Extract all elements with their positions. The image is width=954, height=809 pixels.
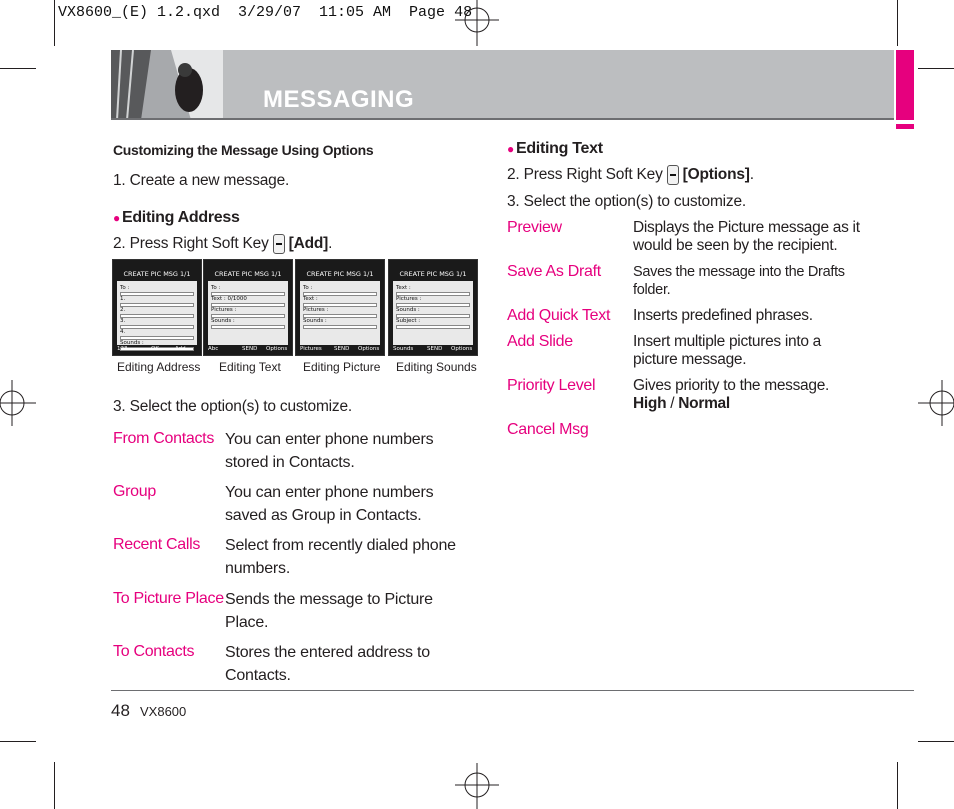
option-desc-line: Select from recently dialed phone [225, 537, 456, 554]
phone-screenshot [112, 259, 202, 356]
phone-field-box [120, 292, 194, 296]
phone-field-label: Text : 0/1000 [211, 296, 247, 302]
option-term: Recent Calls [113, 536, 201, 553]
section-heading-label: Editing Address [121, 209, 240, 226]
phone-field-box [396, 325, 470, 329]
section-subheading: Customizing the Message Using Options [113, 142, 374, 158]
crop-mark [54, 762, 55, 809]
step-text: 3. Select the option(s) to customize. [507, 193, 746, 210]
option-term: Save As Draft [507, 263, 601, 280]
option-description [633, 263, 845, 299]
phone-field-label: Sounds : [396, 307, 420, 313]
phone-field-box [120, 325, 194, 329]
option-term: Cancel Msg [507, 421, 589, 438]
page-title: MESSAGING [263, 86, 415, 113]
phone-status-bar [115, 261, 199, 269]
option-description [633, 333, 821, 369]
bullet-icon: ● [113, 211, 120, 225]
phone-softkey-bar [115, 346, 199, 354]
phone-screenshot [388, 259, 478, 356]
header-photo [111, 50, 223, 120]
phone-softkey-label: 123 [117, 346, 128, 352]
step-text: 3. Select the option(s) to customize. [113, 398, 352, 415]
option-desc-line: would be seen by the recipient. [633, 237, 838, 254]
crop-mark [0, 741, 36, 742]
phone-field-box [211, 325, 285, 329]
phone-screen [117, 281, 197, 345]
step-text [507, 165, 754, 185]
phone-screenshot [203, 259, 293, 356]
figure-caption: Editing Address [117, 360, 201, 374]
option-desc-line: folder. [633, 282, 671, 298]
option-description [225, 588, 433, 634]
priority-normal-label: Normal [678, 395, 730, 412]
phone-field-label: 3. [120, 318, 126, 324]
phone-screen-title: CREATE PIC MSG 1/1 [214, 270, 282, 278]
phone-field-label: Pictures : [211, 307, 237, 313]
option-description [225, 428, 433, 474]
option-description [633, 219, 860, 255]
phone-field-box [120, 303, 194, 307]
option-term: Preview [507, 219, 562, 236]
phone-field-label: Sounds : [120, 340, 144, 346]
option-term: From Contacts [113, 430, 215, 447]
figure-caption: Editing Sounds [396, 360, 477, 374]
option-desc-line: You can enter phone numbers [225, 484, 434, 501]
option-description [225, 534, 456, 580]
phone-screen-title: CREATE PIC MSG 1/1 [123, 270, 191, 278]
option-desc-line: Sends the message to Picture [225, 591, 433, 608]
phone-status-bar [206, 261, 290, 269]
phone-softkey-bar [391, 346, 475, 354]
phone-softkey-label: Options [451, 346, 473, 352]
phone-screen [208, 281, 288, 345]
step-label: 2. Press Right Soft Key [113, 235, 269, 253]
option-desc-line: saved as Group in Contacts. [225, 507, 422, 524]
phone-screen [300, 281, 380, 345]
step-end: . [328, 235, 333, 253]
page-number: 48 [111, 701, 130, 720]
option-description [225, 481, 433, 527]
bullet-icon: ● [507, 142, 514, 156]
option-desc-line: stored in Contacts. [225, 454, 355, 471]
crop-mark [918, 68, 954, 69]
phone-field-label: Pictures : [303, 307, 329, 313]
phone-field-label: Text : [396, 285, 411, 291]
option-term: To Contacts [113, 643, 195, 660]
option-desc-line: picture message. [633, 351, 747, 368]
option-desc-line: Place. [225, 614, 269, 631]
step-label: 2. Press Right Soft Key [507, 166, 663, 184]
accent-tab [896, 50, 914, 120]
crop-mark [897, 0, 898, 46]
option-desc-line: Displays the Picture message as it [633, 219, 860, 236]
print-slug: VX8600_(E) 1.2.qxd 3/29/07 11:05 AM Page 48 [58, 4, 473, 21]
option-desc-line: Saves the message into the Drafts [633, 264, 845, 280]
option-desc-line: Gives priority to the message. [633, 377, 830, 394]
phone-screen [393, 281, 473, 345]
phone-screenshot [295, 259, 385, 356]
right-soft-key-icon [273, 234, 285, 254]
phone-field-label: 4. [120, 329, 126, 335]
figure-caption: Editing Picture [303, 360, 381, 374]
option-desc-line: Contacts. [225, 667, 291, 684]
key-label: [Options] [682, 166, 750, 184]
phone-softkey-label: SEND [427, 346, 443, 352]
option-desc-line: numbers. [225, 560, 291, 577]
header-band [111, 50, 894, 120]
step-text [113, 234, 332, 254]
option-desc-line: Inserts predefined phrases. [633, 307, 813, 324]
option-description [633, 307, 813, 325]
phone-softkey-label: SEND [242, 346, 258, 352]
phone-softkey-label: Sounds [393, 346, 414, 352]
phone-softkey-label: Pictures [300, 346, 322, 352]
phone-softkey-label: Options [358, 346, 380, 352]
priority-separator: / [666, 395, 679, 412]
right-soft-key-icon [667, 165, 679, 185]
phone-softkey-label: Abc [208, 346, 219, 352]
crop-mark [897, 762, 898, 809]
accent-tab-line [896, 124, 914, 129]
phone-softkey-label: SEND [334, 346, 350, 352]
section-heading [507, 140, 603, 158]
option-description [225, 641, 430, 687]
phone-status-bar [298, 261, 382, 269]
phone-field-label: To : [211, 285, 221, 291]
phone-field-label: To : [120, 285, 130, 291]
key-label: [Add] [288, 235, 329, 253]
phone-screen-title: CREATE PIC MSG 1/1 [399, 270, 467, 278]
option-desc-line: You can enter phone numbers [225, 431, 434, 448]
option-term: Add Quick Text [507, 307, 611, 324]
registration-mark-icon [918, 380, 954, 426]
footer-rule [111, 690, 914, 691]
crop-mark [918, 741, 954, 742]
model-name: VX8600 [140, 704, 187, 719]
registration-mark-icon [0, 380, 36, 426]
option-description [633, 377, 829, 413]
phone-field-label: Text : [303, 296, 318, 302]
figure-caption: Editing Text [219, 360, 281, 374]
phone-softkey-bar [206, 346, 290, 354]
priority-high-label: High [633, 395, 667, 412]
phone-field-label: Sounds : [303, 318, 327, 324]
option-desc-line: Insert multiple pictures into a [633, 333, 821, 350]
option-term: To Picture Place [113, 590, 224, 607]
option-desc-line [633, 395, 829, 413]
phone-softkey-bar [298, 346, 382, 354]
option-term: Add Slide [507, 333, 573, 350]
registration-mark-icon [455, 0, 499, 46]
crop-mark [54, 0, 55, 46]
option-term: Priority Level [507, 377, 596, 394]
phone-softkey-label: Options [266, 346, 288, 352]
phone-screen-title: CREATE PIC MSG 1/1 [306, 270, 374, 278]
phone-field-label: Subject : [396, 318, 421, 324]
option-desc-line: Stores the entered address to [225, 644, 430, 661]
crop-mark [0, 68, 36, 69]
phone-field-label: 1. [120, 296, 126, 302]
phone-field-box [303, 325, 377, 329]
phone-field-label: Sounds : [211, 318, 235, 324]
option-term: Group [113, 483, 156, 500]
phone-field-box [120, 314, 194, 318]
phone-field-label: 2. [120, 307, 126, 313]
section-heading [113, 209, 240, 227]
header-underline [111, 118, 894, 120]
registration-mark-icon [455, 763, 499, 809]
phone-softkey-label: Add [175, 346, 186, 352]
phone-softkey-label: OK [151, 346, 159, 352]
section-heading-label: Editing Text [515, 140, 603, 157]
phone-field-label: Pictures : [396, 296, 422, 302]
phone-status-bar [391, 261, 475, 269]
step-text: 1. Create a new message. [113, 172, 290, 189]
step-end: . [749, 166, 754, 184]
phone-field-label: To : [303, 285, 313, 291]
